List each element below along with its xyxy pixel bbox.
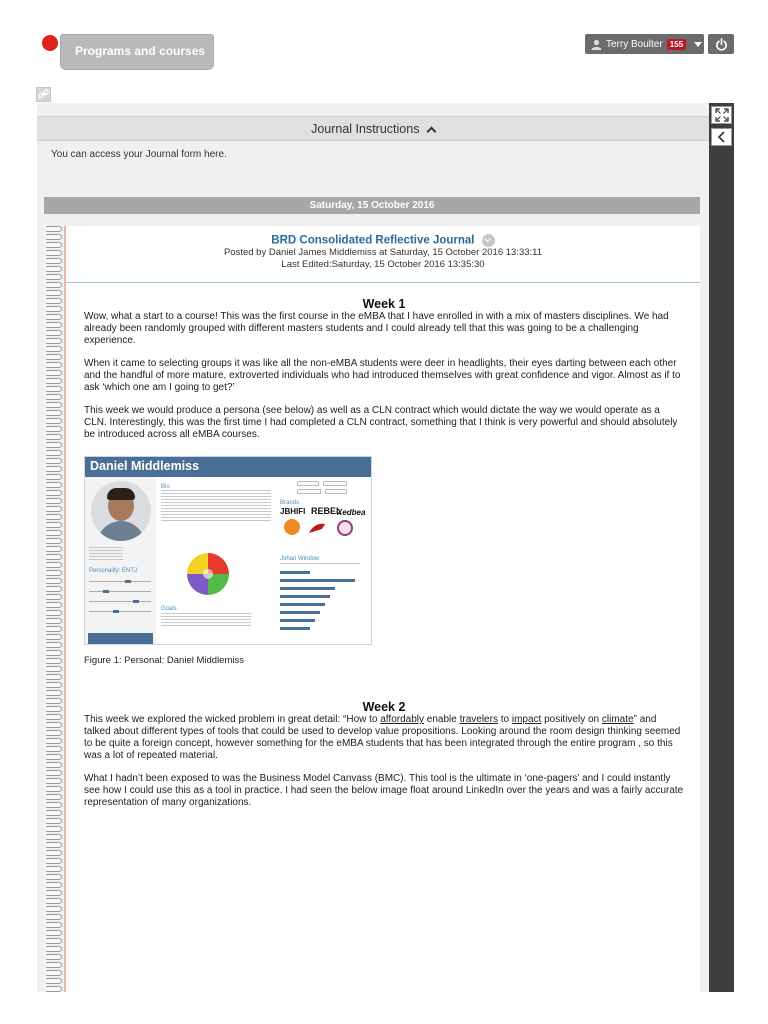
spiral-coil (46, 282, 62, 288)
right-rail (709, 103, 734, 992)
spiral-coil (46, 594, 62, 600)
spiral-coil (46, 698, 62, 704)
spiral-coil (46, 354, 62, 360)
spiral-coil (46, 250, 62, 256)
persona-figure (84, 456, 372, 645)
week2-text-b: enable (424, 714, 460, 725)
chevron-down-icon (694, 42, 702, 47)
brand-jbhifi: JBHIFI (280, 507, 306, 516)
spiral-coil (46, 986, 62, 992)
spiral-coil (46, 746, 62, 752)
week2-text-c: to (497, 714, 512, 725)
spiral-coil (46, 778, 62, 784)
entry-last-edited: Last Edited:Saturday, 15 October 2016 13:35:30 (281, 259, 485, 270)
spiral-coil (46, 522, 62, 528)
spiral-coil (46, 450, 62, 456)
spiral-coil (46, 314, 62, 320)
spiral-coil (46, 842, 62, 848)
spiral-coil (46, 370, 62, 376)
week2-text-d: positively on (541, 714, 602, 725)
spiral-coil (46, 898, 62, 904)
spiral-coil (46, 754, 62, 760)
persona-brands-label: Brands (280, 500, 300, 506)
spiral-coil (46, 826, 62, 832)
spiral-coil (46, 690, 62, 696)
spiral-coil (46, 922, 62, 928)
entry-posted-by: Posted by Daniel James Middlemiss at Saturday, 15 October 2016 13:33:11 (223, 247, 543, 258)
spiral-coil (46, 954, 62, 960)
spiral-coil (46, 930, 62, 936)
spiral-coil (46, 730, 62, 736)
spiral-coil (46, 458, 62, 464)
notification-badge[interactable]: 155 (667, 39, 686, 50)
spiral-coil (46, 914, 62, 920)
spiral-coil (46, 418, 62, 424)
spiral-coil (46, 378, 62, 384)
brand-logo-purple (337, 520, 353, 536)
spiral-coil (46, 386, 62, 392)
chevron-left-icon (717, 131, 727, 143)
week1-paragraph-3: This week we would produce a persona (see below) as well as a CLN contract which would dictate the way we would operate as a CLN. Interestingly, this was the first time I had completed a CLN contract, something that I think is very powerful and should absolutely be introduced across all eMBA courses. (84, 405, 678, 440)
journal-instructions-title: Journal Instructions (311, 122, 420, 136)
collapse-button[interactable] (711, 128, 732, 146)
spiral-coil (46, 610, 62, 616)
persona-johari-label: Johari Window (280, 556, 320, 562)
brand-xedbea: Xedbea (337, 508, 366, 517)
spiral-coil (46, 474, 62, 480)
brand-rebel: REBEL (311, 506, 342, 516)
spiral-coil (46, 858, 62, 864)
spiral-coil (46, 970, 62, 976)
spiral-coil (46, 810, 62, 816)
persona-photo (91, 481, 151, 541)
spiral-coil (46, 890, 62, 896)
spiral-coil (46, 866, 62, 872)
spiral-coil (46, 834, 62, 840)
spiral-coil (46, 802, 62, 808)
week2-underline-travelers: travelers (459, 714, 498, 725)
persona-quote-box (88, 633, 153, 645)
persona-name: Daniel Middlemiss (85, 457, 371, 477)
week2-underline-impact: impact (511, 714, 542, 725)
spiral-coil (46, 602, 62, 608)
spiral-coil (46, 682, 62, 688)
entry-title[interactable]: BRD Consolidated Reflective Journal (271, 234, 475, 247)
chevron-up-icon (426, 127, 436, 137)
spiral-coil (46, 482, 62, 488)
spiral-coil (46, 906, 62, 912)
power-icon (715, 38, 728, 51)
user-name: Terry Boulter (606, 38, 663, 50)
spiral-coil (46, 738, 62, 744)
week2-paragraph-2: What I hadn’t been exposed to was the Business Model Canvass (BMC). This tool is the ultimate in ‘one-pagers’ and I could instantly see how I could use this as a tool in practice. I had seen the below image float around LinkedIn over the years and was a fairly accurate representation of many organizations. (84, 773, 684, 808)
entry-content (84, 298, 684, 820)
journal-entry (64, 226, 700, 992)
week1-paragraph-1: Wow, what a start to a course! This was the first course in the eMBA that I have enrolled in with a mix of masters disciplines. We had already been randomly grouped with different masters students and I could already tell that this was going to be a challenging experience. (84, 311, 669, 346)
spiral-coil (46, 506, 62, 512)
spiral-coil (46, 226, 62, 232)
week2-text-a: This week we explored the wicked problem in great detail: “How to (84, 714, 381, 725)
week2-text-e: ” and talked about different types of tools that could be used to develop value propositions. Looking around the room design thinking seemed to be quite a foreign concept, however something for the eMBA students that has been integrated through the entire program , so this was a lot of repeated material. (84, 714, 681, 761)
spiral-coil (46, 538, 62, 544)
spiral-coil (46, 674, 62, 680)
spiral-coil (46, 634, 62, 640)
spiral-coil (46, 514, 62, 520)
spiral-coil (46, 786, 62, 792)
spiral-coil (46, 546, 62, 552)
spiral-coil (46, 658, 62, 664)
user-icon (591, 39, 602, 50)
entry-options-icon[interactable] (482, 234, 495, 247)
spiral-coil (46, 722, 62, 728)
spiral-coil (46, 298, 62, 304)
week2-underline-climate: climate (601, 714, 634, 725)
spiral-coil (46, 498, 62, 504)
logout-button[interactable] (708, 34, 734, 54)
spiral-coil (46, 794, 62, 800)
spiral-coil (46, 562, 62, 568)
expand-icon (715, 108, 729, 122)
spiral-coil (46, 434, 62, 440)
spiral-coil (46, 234, 62, 240)
link-icon (37, 88, 50, 101)
spiral-coil (46, 850, 62, 856)
notebook-spiral (44, 226, 64, 992)
figure-caption: Figure 1: Personal: Daniel Middlemiss (84, 655, 244, 666)
spiral-coil (46, 666, 62, 672)
spiral-coil (46, 882, 62, 888)
spiral-coil (46, 258, 62, 264)
tab-programs-and-courses[interactable] (60, 34, 214, 70)
spiral-coil (46, 466, 62, 472)
spiral-coil (46, 346, 62, 352)
entry-title-row[interactable] (66, 234, 700, 247)
spiral-coil (46, 706, 62, 712)
link-button[interactable] (36, 87, 51, 102)
spiral-coil (46, 714, 62, 720)
tab-label: Programs and courses (75, 44, 206, 58)
spiral-coil (46, 570, 62, 576)
spiral-coil (46, 394, 62, 400)
spiral-coil (46, 626, 62, 632)
logo-icon[interactable] (40, 34, 60, 52)
spiral-coil (46, 578, 62, 584)
spiral-coil (46, 962, 62, 968)
spiral-coil (46, 938, 62, 944)
spiral-coil (46, 642, 62, 648)
spiral-coil (46, 874, 62, 880)
spiral-coil (46, 650, 62, 656)
spiral-coil (46, 274, 62, 280)
spiral-coil (46, 770, 62, 776)
week2-heading: Week 2 (362, 700, 406, 714)
spiral-coil (46, 554, 62, 560)
persona-personality-label: Personality: ENTJ (89, 568, 138, 574)
week2-underline-affordably: affordably (380, 714, 424, 725)
persona-bio-label: Bio (161, 484, 170, 490)
spiral-coil (46, 426, 62, 432)
spiral-coil (46, 586, 62, 592)
spiral-coil (46, 330, 62, 336)
user-menu-button[interactable] (585, 34, 704, 54)
spiral-coil (46, 978, 62, 984)
spiral-coil (46, 402, 62, 408)
week1-heading: Week 1 (362, 297, 406, 311)
spiral-coil (46, 530, 62, 536)
spiral-coil (46, 442, 62, 448)
spiral-coil (46, 946, 62, 952)
spiral-coil (46, 322, 62, 328)
spiral-coil (46, 266, 62, 272)
spiral-coil (46, 362, 62, 368)
brand-logo-orange (284, 519, 300, 535)
journal-instructions-toggle[interactable] (37, 116, 709, 141)
week2-paragraph-1 (84, 714, 684, 762)
persona-goals-label: Goals (161, 606, 177, 612)
week1-paragraph-2: When it came to selecting groups it was like all the non-eMBA students were deer in headlights, their eyes darting between each other and the handful of more mature, extroverted individuals who had introduced themselves with great confidence and vigor. Almost as if to ask ‘which one am I going to get?’ (84, 358, 681, 393)
spiral-coil (46, 818, 62, 824)
spiral-coil (46, 762, 62, 768)
brand-logo-horse-icon (307, 521, 327, 535)
spiral-coil (46, 490, 62, 496)
spiral-coil (46, 290, 62, 296)
spiral-coil (46, 242, 62, 248)
entry-header (66, 226, 700, 283)
entry-date-bar: Saturday, 15 October 2016 (44, 197, 700, 214)
expand-button[interactable] (711, 106, 732, 124)
spiral-coil (46, 618, 62, 624)
spiral-coil (46, 338, 62, 344)
persona-left-column (85, 477, 156, 645)
journal-instructions-text: You can access your Journal form here. (51, 149, 227, 160)
spiral-coil (46, 410, 62, 416)
spiral-coil (46, 306, 62, 312)
